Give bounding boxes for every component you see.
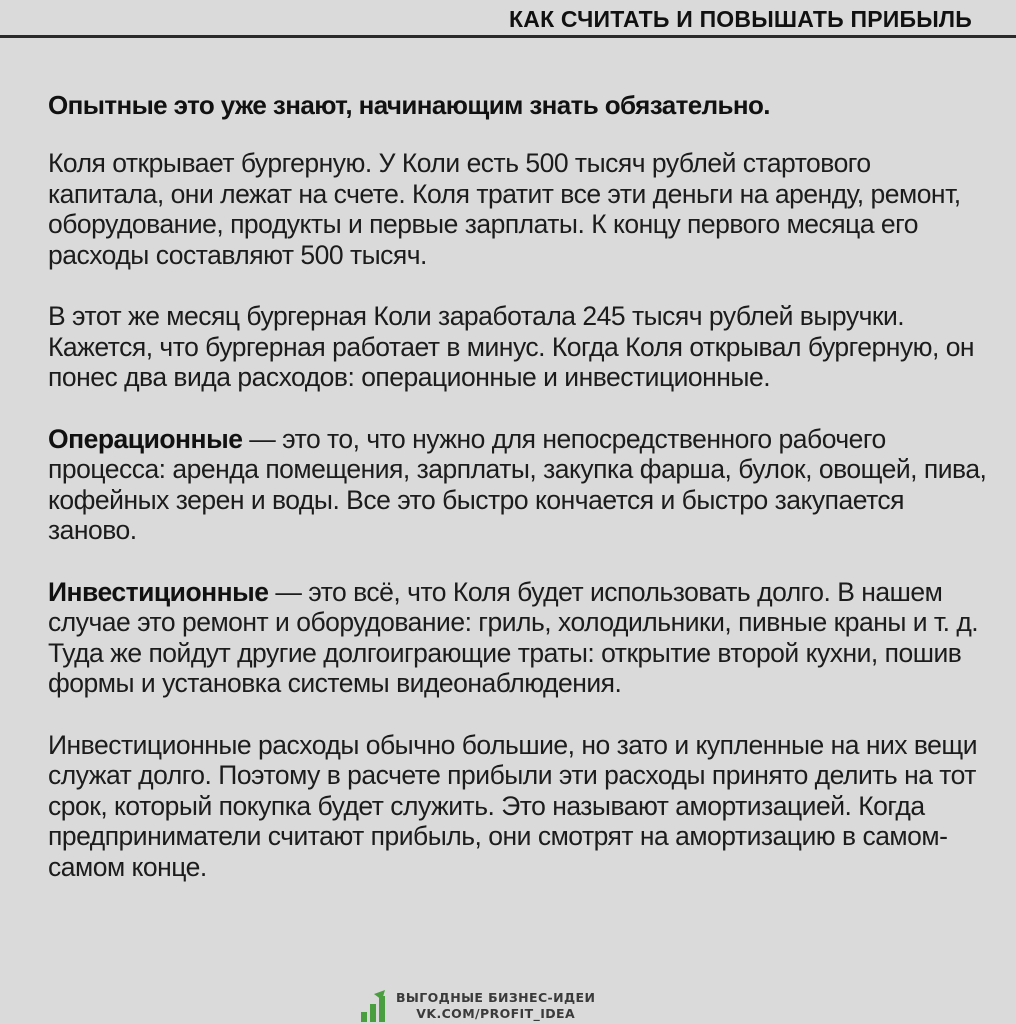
growth-chart-icon <box>360 990 386 1022</box>
header-bar <box>0 0 1016 38</box>
page-title: КАК СЧИТАТЬ И ПОВЫШАТЬ ПРИБЫЛЬ <box>509 6 972 32</box>
investment-definition: — это всё, что Коля будет использовать долго. В нашем случае это ремонт и оборудование: гриль, холодильники, пивные краны и т. д. Туда же пойдут другие долгоиграющие траты: открытие второй кухни, пошив формы и установка системы видеонаблюдения. <box>48 576 979 698</box>
paragraph-5: Инвестиционные расходы обычно большие, но зато и купленные на них вещи служат долго. Поэтому в расчете прибыли эти расходы принято делить на тот срок, который покупка будет служить. Это называют амортизацией. Когда предприниматели считают прибыль, они смотрят на амортизацию в самом-самом конце. <box>48 729 978 882</box>
article-body <box>48 88 988 913</box>
term-investment: Инвестиционные <box>48 576 269 607</box>
lead-heading: Опытные это уже знают, начинающим знать обязательно. <box>48 90 770 120</box>
brand-name: ВЫГОДНЫЕ БИЗНЕС-ИДЕИ <box>396 990 596 1005</box>
logo-bar-1 <box>361 1012 367 1022</box>
paragraph-1: Коля открывает бургерную. У Коли есть 500 тысяч рублей стартового капитала, они лежат на счете. Коля тратит все эти деньги на аренду, ремонт, оборудование, продукты и первые зарплаты. К концу первого месяца его расходы составляют 500 тысяч. <box>48 148 961 270</box>
logo-bar-2 <box>370 1004 376 1022</box>
operational-definition: — это то, что нужно для непосредственного рабочего процесса: аренда помещения, зарплаты, закупка фарша, булок, овощей, пива, кофейных зерен и воды. Все это быстро кончается и быстро закупается заново. <box>48 423 987 545</box>
brand-url: VK.COM/PROFIT_IDEA <box>416 1006 576 1021</box>
footer-watermark <box>360 988 595 1024</box>
footer-text <box>396 990 595 1022</box>
paragraph-investment <box>48 577 988 699</box>
term-operational: Операционные <box>48 423 243 454</box>
paragraph-2: В этот же месяц бургерная Коли заработала 245 тысяч рублей выручки. Кажется, что бургерная работает в минус. Когда Коля открывал бургерную, он понес два вида расходов: операционные и инвестиционные. <box>48 301 975 392</box>
paragraph-operational <box>48 424 988 546</box>
